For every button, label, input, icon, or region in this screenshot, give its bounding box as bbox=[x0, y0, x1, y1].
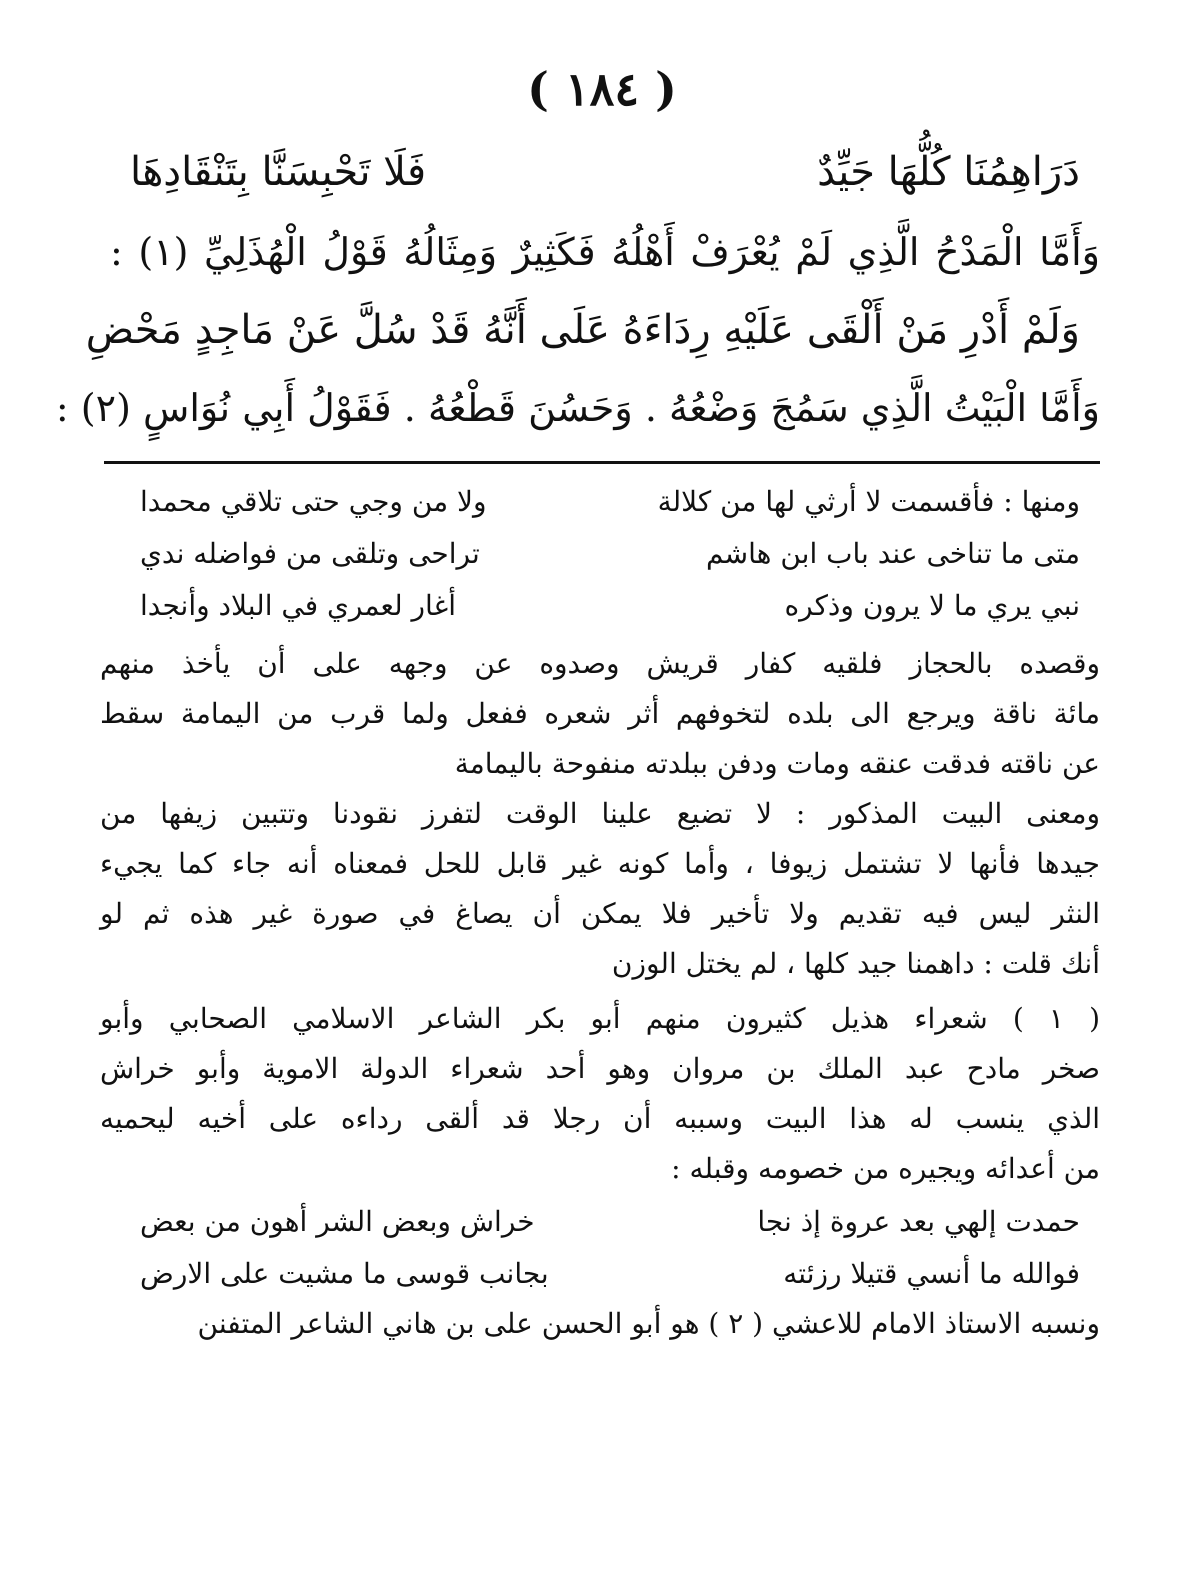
note-poem-line-2-first: متى ما تناخى عند باب ابن هاشم bbox=[706, 537, 1080, 570]
footnote-poem-line-1 bbox=[140, 1198, 1080, 1246]
note-poem-line-1 bbox=[140, 478, 1080, 526]
verse-hudhali bbox=[85, 300, 1080, 360]
note-prose-line: النثر ليس فيه تقديم ولا تأخير فلا يمكن أن يصاغ في صورة غير هذه ثم لو bbox=[100, 897, 1100, 930]
verse-1 bbox=[130, 142, 1080, 202]
note-poem-line-2 bbox=[140, 530, 1080, 578]
note-poem-line-3 bbox=[140, 582, 1080, 630]
verse-hudhali-first-hemistich: وَلَمْ أَدْرِ مَنْ أَلْقَى عَلَيْهِ رِدَاءَهُ bbox=[622, 307, 1080, 353]
page-number: ( ١٨٤ ) bbox=[527, 62, 677, 116]
note-prose-line: ومعنى البيت المذكور : لا تضيع علينا الوقت لتفرز نقودنا وتتبين زيفها من bbox=[100, 797, 1100, 830]
note-prose-line: جيدها فأنها لا تشتمل زيوفا ، وأما كونه غير قابل للحل فمعناه أنه جاء كما يجيء bbox=[100, 847, 1100, 880]
note-poem-line-1-second: ولا من وجي حتى تلاقي محمدا bbox=[140, 485, 487, 518]
verse-hudhali-second-hemistich: عَلَى أَنَّهُ قَدْ سُلَّ عَنْ مَاجِدٍ مَحْضِ bbox=[85, 307, 610, 353]
footnote-poem-line-2-second: بجانب قوسى ما مشيت على الارض bbox=[140, 1257, 549, 1290]
note-prose-line: مائة ناقة ويرجع الى بلده لتخوفهم أثر شعره ففعل ولما قرب من اليمامة سقط bbox=[100, 697, 1100, 730]
footnote-poem-line-2 bbox=[140, 1250, 1080, 1298]
note-poem-line-3-first: نبي يري ما لا يرون وذكره bbox=[784, 589, 1080, 622]
footnote-poem-line-1-second: خراش وبعض الشر أهون من بعض bbox=[140, 1205, 535, 1238]
footnote-poem-line-2-first: فوالله ما أنسي قتيلا رزئته bbox=[783, 1257, 1080, 1290]
footnote-1-line: من أعدائه ويجيره من خصومه وقبله : bbox=[671, 1152, 1100, 1185]
prose-line-madh: وَأَمَّا الْمَدْحُ الَّذِي لَمْ يُعْرَفْ أَهْلُهُ فَكَثِيرٌ وَمِثَالُهُ قَوْلُ الْهُذَلِيِّ (١) : bbox=[110, 230, 1100, 274]
verse-1-first-hemistich: دَرَاهِمُنَا كُلُّهَا جَيِّدٌ bbox=[817, 149, 1080, 195]
footnote-poem-line-1-first: حمدت إلهي بعد عروة إذ نجا bbox=[757, 1205, 1080, 1238]
footnote-divider bbox=[104, 461, 1100, 464]
footnote-1-line: ( ١ ) شعراء هذيل كثيرون منهم أبو بكر الشاعر الاسلامي الصحابي وأبو bbox=[100, 1002, 1100, 1035]
note-poem-line-2-second: تراحى وتلقى من فواضله ندي bbox=[140, 537, 480, 570]
footnote-1-line: صخر مادح عبد الملك بن مروان وهو أحد شعراء الدولة الاموية وأبو خراش bbox=[100, 1052, 1100, 1085]
note-poem-line-1-first: ومنها : فأقسمت لا أرثي لها من كلالة bbox=[657, 485, 1080, 518]
note-prose-line: أنك قلت : داهمنا جيد كلها ، لم يختل الوزن bbox=[611, 947, 1100, 980]
footnote-1-line: الذي ينسب له هذا البيت وسببه أن رجلا قد ألقى رداءه على أخيه ليحميه bbox=[100, 1102, 1100, 1135]
note-prose-line: عن ناقته فدقت عنقه ومات ودفن ببلدته منفوحة باليمامة bbox=[454, 747, 1100, 780]
footnote-2-line: ونسبه الاستاذ الامام للاعشي ( ٢ ) هو أبو الحسن على بن هاني الشاعر المتفنن bbox=[197, 1307, 1100, 1340]
prose-line-abu-nuwas: وَأَمَّا الْبَيْتُ الَّذِي سَمُجَ وَضْعُهُ . وَحَسُنَ قَطْعُهُ . فَقَوْلُ أَبِي نُوَاسٍ (٢) : bbox=[55, 386, 1100, 430]
note-poem-line-3-second: أغار لعمري في البلاد وأنجدا bbox=[140, 589, 456, 622]
verse-1-second-hemistich: فَلَا تَحْبِسَنَّا بِتَنْقَادِهَا bbox=[130, 149, 427, 195]
note-prose-line: وقصده بالحجاز فلقيه كفار قريش وصدوه عن وجهه على أن يأخذ منهم bbox=[100, 647, 1100, 680]
